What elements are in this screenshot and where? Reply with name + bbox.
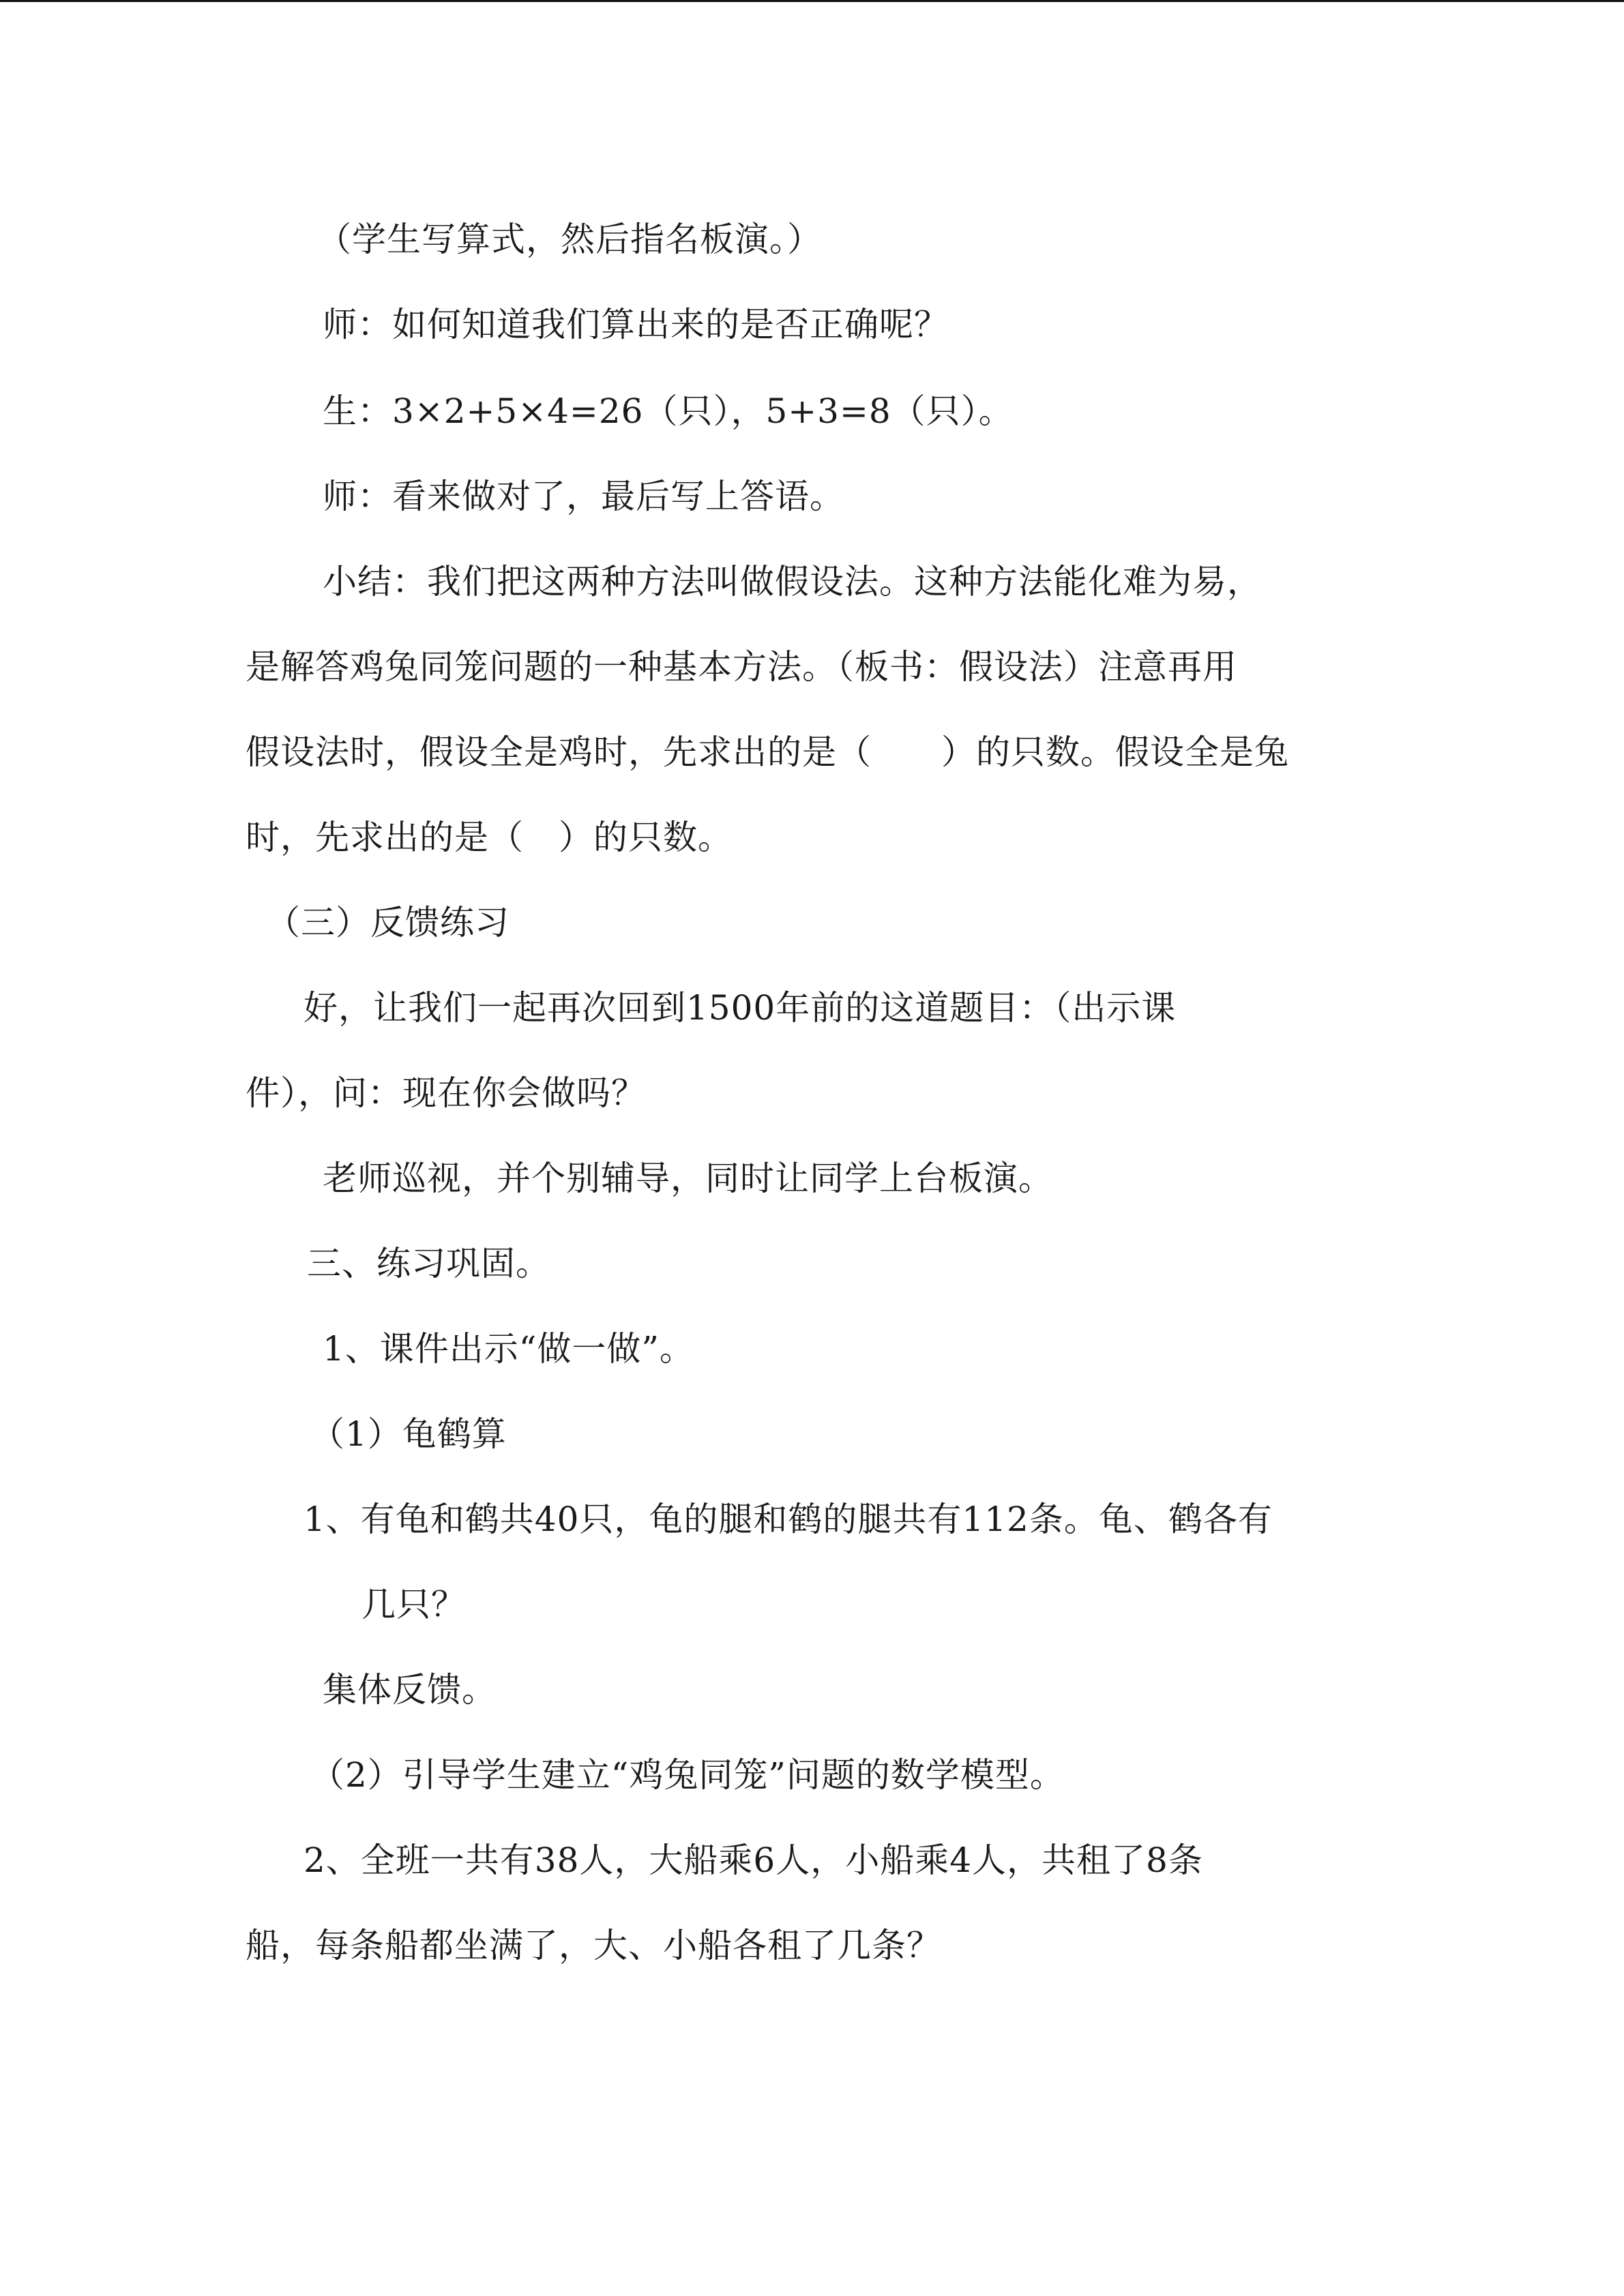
text-line-6: 是解答鸡兔同笼问题的一种基本方法。（板书：假设法）注意再用 <box>246 647 1237 687</box>
text-line-1: （学生写算式，然后指名板演。） <box>317 220 822 259</box>
section-heading-practice: 三、练习巩固。 <box>307 1244 550 1283</box>
text-line-3: 生：3×2+5×4=26（只），5+3=8（只）。 <box>323 391 1014 431</box>
text-line-18: 集体反馈。 <box>323 1670 497 1710</box>
text-line-10: 好，让我们一起再次回到1500年前的这道题目：（出示课 <box>304 988 1177 1028</box>
text-line-4: 师：看来做对了，最后写上答语。 <box>323 477 844 516</box>
text-line-11: 件），问：现在你会做吗？ <box>246 1073 646 1113</box>
text-line-8: 时，先求出的是（ ）的只数。 <box>246 818 733 857</box>
text-line-14: 1、课件出示“做一做”。 <box>323 1329 694 1369</box>
section-heading-feedback: （三）反馈练习 <box>266 903 510 942</box>
text-line-7: 假设法时，假设全是鸡时，先求出的是（ ）的只数。假设全是兔 <box>246 732 1289 772</box>
text-line-2: 师：如何知道我们算出来的是否正确呢？ <box>323 305 949 344</box>
text-line-16: 1、有龟和鹤共40只，龟的腿和鹤的腿共有112条。龟、鹤各有 <box>304 1500 1273 1539</box>
text-line-20: 2、全班一共有38人，大船乘6人，小船乘4人，共租了8条 <box>304 1840 1203 1880</box>
text-line-21: 船，每条船都坐满了，大、小船各租了几条？ <box>246 1926 941 1965</box>
text-line-12: 老师巡视，并个别辅导，同时让同学上台板演。 <box>323 1159 1053 1198</box>
text-line-17: 几只？ <box>361 1585 466 1624</box>
text-line-19: （2）引导学生建立“鸡兔同笼”问题的数学模型。 <box>310 1755 1065 1795</box>
text-line-5: 小结：我们把这两种方法叫做假设法。这种方法能化难为易， <box>323 562 1262 601</box>
text-line-15: （1）龟鹤算 <box>310 1414 507 1454</box>
